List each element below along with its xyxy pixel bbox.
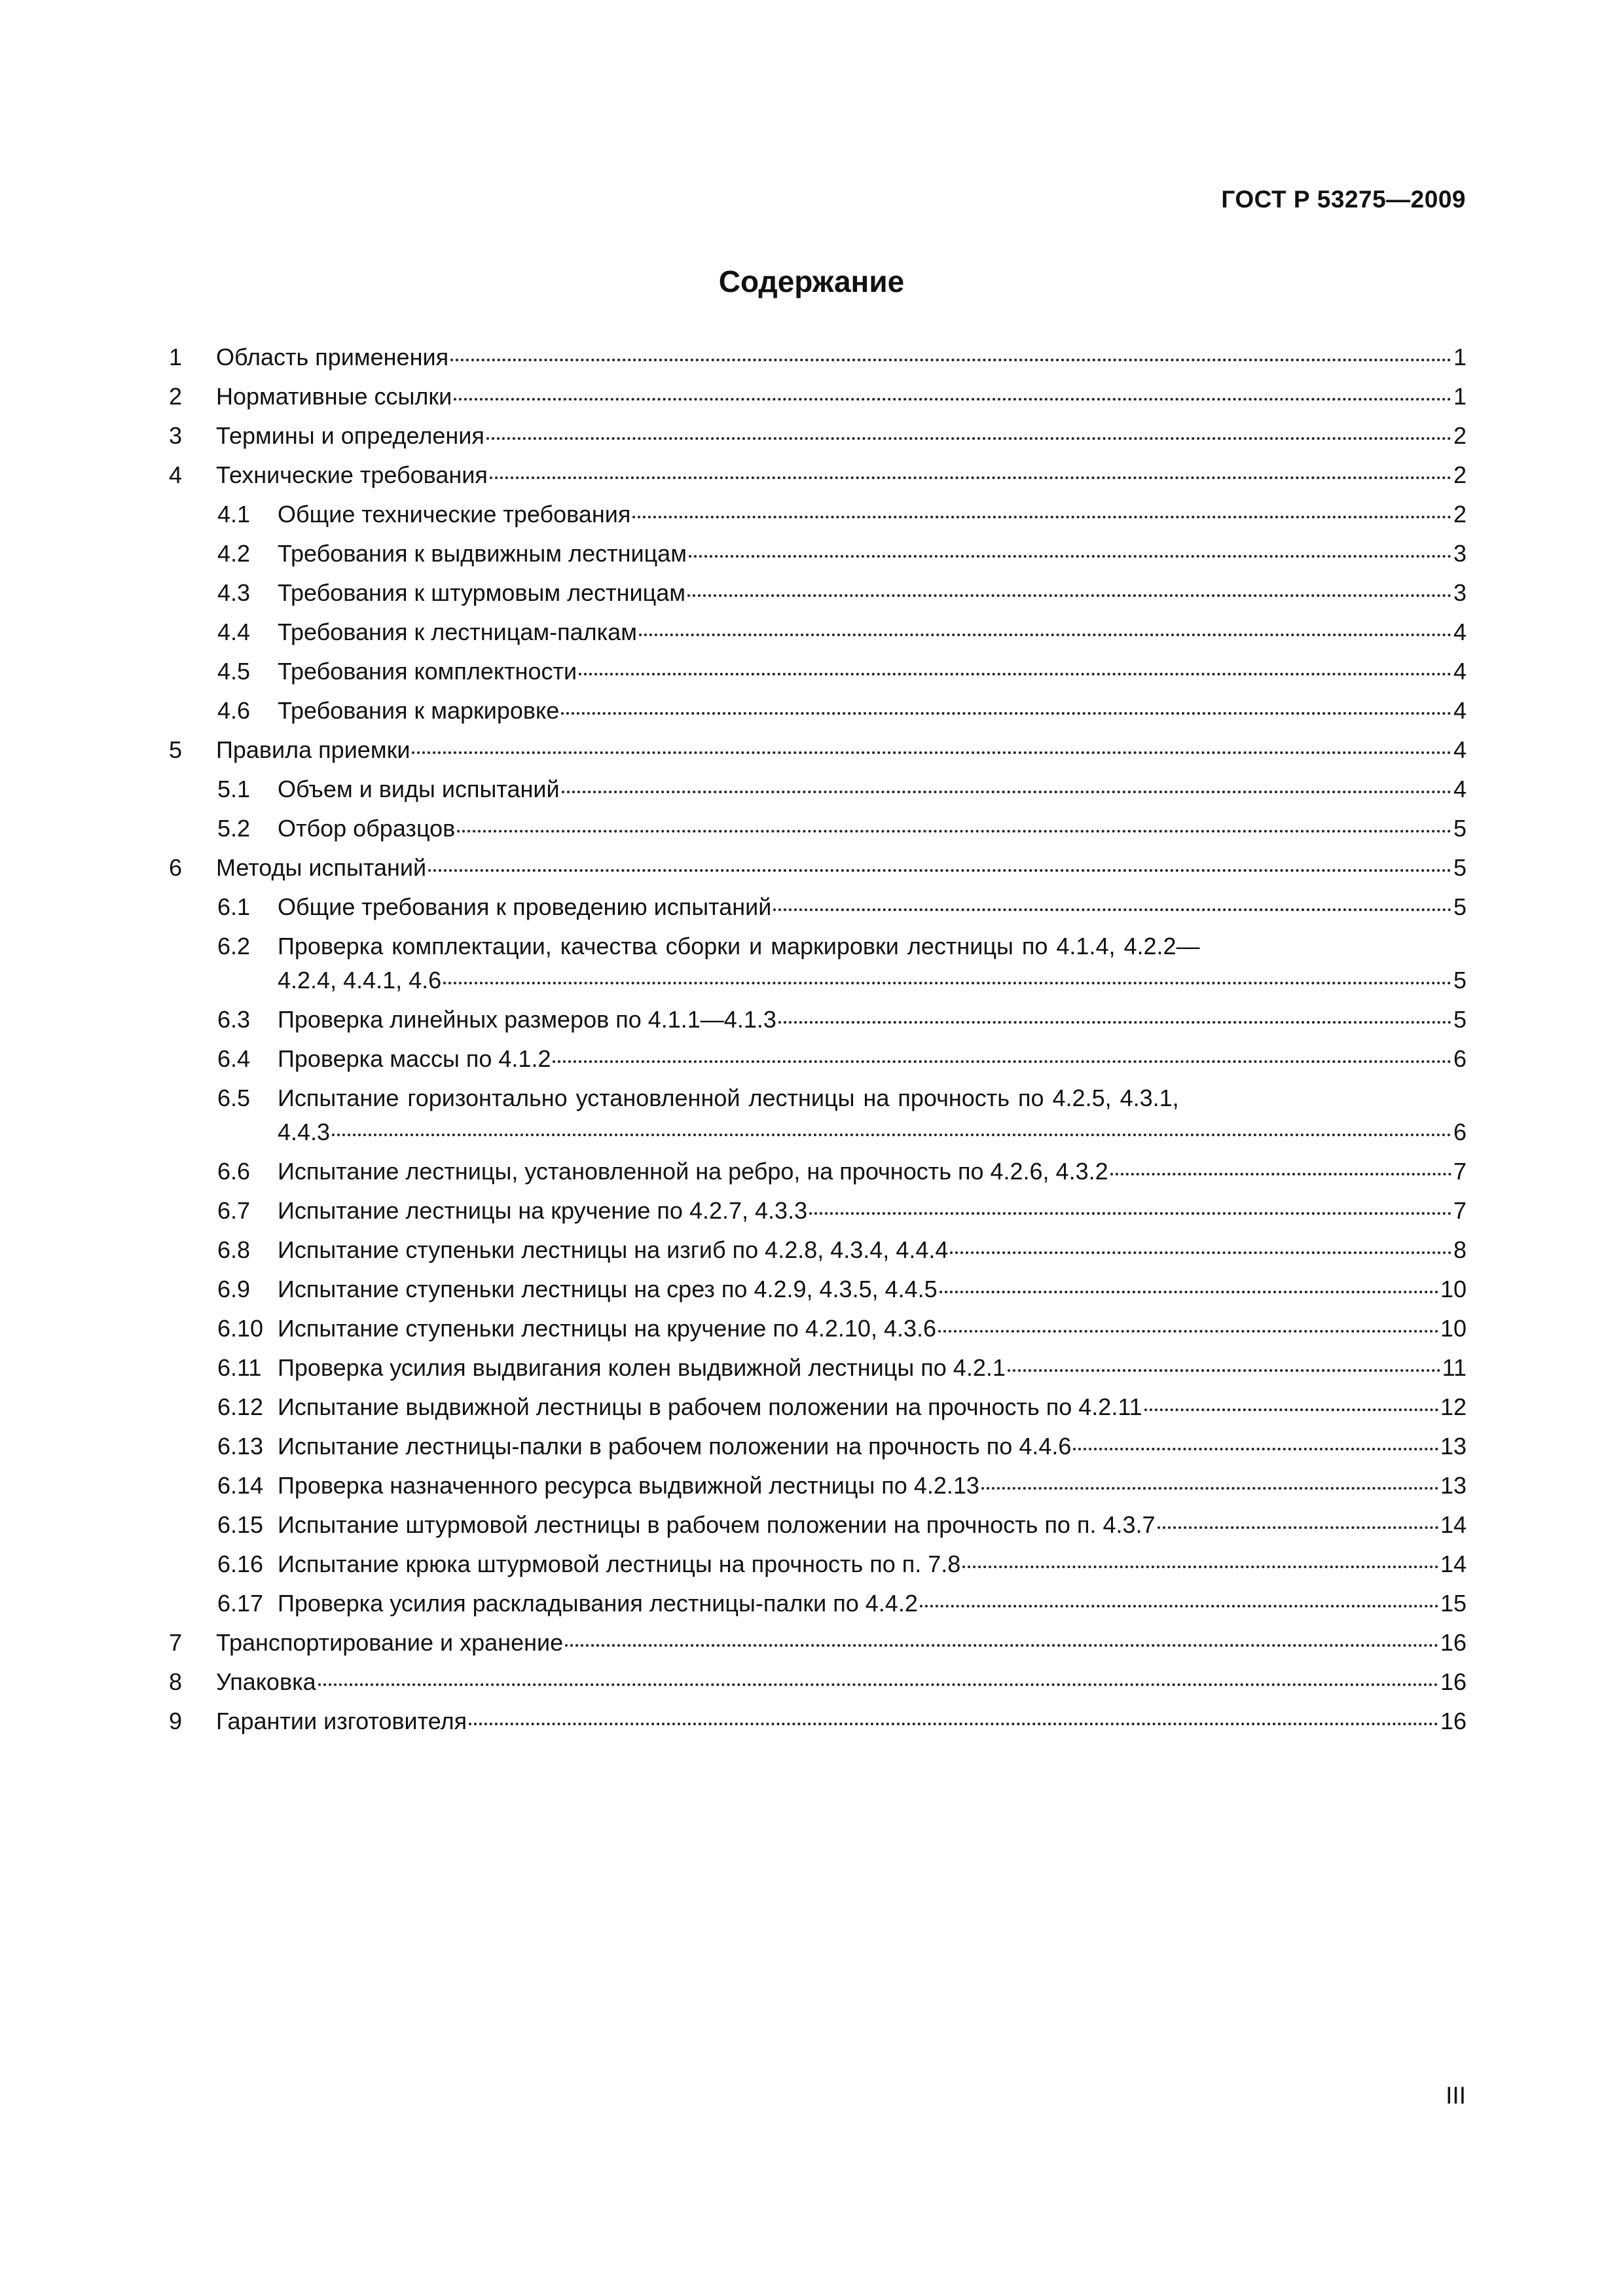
toc-entry[interactable] — [169, 730, 1467, 770]
toc-entry-title: Испытание горизонтально установленной лестницы на прочность по 4.2.5, 4.3.1, — [278, 1085, 1179, 1111]
toc-entry[interactable] — [169, 377, 1467, 416]
toc-entry-page: 5 — [1453, 854, 1467, 881]
toc-entry-page: 6 — [1453, 1119, 1467, 1145]
toc-entry-title: Испытание ступеньки лестницы на кручение по 4.2.10, 4.3.6 — [278, 1315, 937, 1342]
toc-entry-page: 16 — [1440, 1708, 1467, 1734]
toc-dot-leader — [332, 1134, 1451, 1136]
toc-entry-number: 7 — [169, 1629, 183, 1656]
document-code: ГОСТ Р 53275—2009 — [1221, 186, 1466, 213]
toc-entry-page: 12 — [1440, 1393, 1467, 1420]
toc-entry[interactable] — [169, 1079, 1467, 1152]
toc-entry-page: 5 — [1453, 815, 1467, 842]
toc-entry-page: 5 — [1453, 893, 1467, 920]
toc-entry[interactable] — [169, 495, 1467, 534]
toc-entry-page: 3 — [1453, 579, 1467, 606]
toc-entry-number: 6.7 — [217, 1197, 251, 1224]
toc-entry-page: 4 — [1453, 619, 1467, 645]
toc-entry[interactable] — [169, 1388, 1467, 1427]
toc-entry-title: Термины и определения — [216, 422, 484, 449]
toc-entry[interactable] — [169, 1309, 1467, 1348]
toc-entry-title: Испытание лестницы-палки в рабочем положении на прочность по 4.4.6 — [278, 1433, 1072, 1460]
toc-entry-title: Требования к лестницам-палкам — [278, 619, 637, 645]
toc-entry-number: 4.1 — [217, 501, 251, 528]
toc-entry-number: 6.11 — [217, 1354, 262, 1381]
toc-entry-title: Проверка линейных размеров по 4.1.1—4.1.3 — [278, 1006, 776, 1033]
toc-dot-leader — [561, 712, 1451, 715]
toc-entry-page: 2 — [1453, 501, 1467, 528]
toc-entry-page: 15 — [1440, 1590, 1467, 1617]
toc-entry-number: 4.2 — [217, 540, 251, 567]
toc-entry-title: Испытание ступеньки лестницы на изгиб по 4.2.8, 4.3.4, 4.4.4 — [278, 1236, 949, 1263]
toc-entry-number: 9 — [169, 1708, 183, 1734]
toc-dot-leader — [939, 1291, 1438, 1293]
toc-entry-number: 5 — [169, 736, 183, 763]
toc-entry[interactable] — [169, 770, 1467, 809]
toc-entry-title: Требования к штурмовым лестницам — [278, 579, 686, 606]
toc-entry-page: 7 — [1453, 1158, 1467, 1185]
toc-entry-title: Технические требования — [216, 461, 488, 488]
toc-entry-title: Испытание выдвижной лестницы в рабочем положении на прочность по 4.2.11 — [278, 1393, 1142, 1420]
toc-entry-title: Испытание лестницы, установленной на ребро, на прочность по 4.2.6, 4.3.2 — [278, 1158, 1108, 1185]
toc-entry[interactable] — [169, 1039, 1467, 1079]
toc-dot-leader — [639, 634, 1451, 636]
toc-entry[interactable] — [169, 338, 1467, 377]
toc-entry-number: 6.4 — [217, 1045, 251, 1072]
toc-dot-leader — [454, 398, 1451, 401]
toc-entry[interactable] — [169, 691, 1467, 730]
toc-entry-page: 2 — [1453, 461, 1467, 488]
toc-entry-title: Испытание штурмовой лестницы в рабочем положении на прочность по п. 4.3.7 — [278, 1511, 1156, 1538]
toc-dot-leader — [938, 1330, 1438, 1333]
toc-entry-page: 4 — [1453, 736, 1467, 763]
toc-entry-page: 4 — [1453, 658, 1467, 685]
toc-entry[interactable] — [169, 1505, 1467, 1545]
toc-title: Содержание — [718, 264, 905, 298]
toc-entry[interactable] — [169, 613, 1467, 652]
toc-entry-number: 4 — [169, 461, 183, 488]
toc-entry[interactable] — [169, 1348, 1467, 1388]
toc-entry-title: Испытание лестницы на кручение по 4.2.7, 4.3.3 — [278, 1197, 808, 1224]
toc-entry[interactable] — [169, 1000, 1467, 1039]
toc-entry-page: 6 — [1453, 1045, 1467, 1072]
toc-entry-number: 6.16 — [217, 1551, 264, 1577]
toc-dot-leader — [981, 1487, 1438, 1490]
toc-entry-title: Проверка комплектации, качества сборки и маркировки лестницы по 4.1.4, 4.2.2— — [278, 933, 1200, 960]
toc-entry-number: 5.2 — [217, 815, 251, 842]
toc-dot-leader — [579, 673, 1451, 675]
toc-entry-page: 3 — [1453, 540, 1467, 567]
toc-dot-leader — [490, 476, 1451, 479]
toc-entry-title: Общие требования к проведению испытаний — [278, 893, 772, 920]
toc-entry-page: 4 — [1453, 697, 1467, 724]
toc-entry-title-continuation: 4.2.4, 4.4.1, 4.6 — [278, 967, 442, 994]
toc-dot-leader — [457, 830, 1451, 833]
toc-entry[interactable] — [169, 1427, 1467, 1466]
toc-entry-title: Упаковка — [216, 1668, 316, 1695]
toc-entry-page: 4 — [1453, 776, 1467, 802]
toc-entry[interactable] — [169, 1270, 1467, 1309]
toc-entry-page: 5 — [1453, 1006, 1467, 1033]
toc-entry-title: Методы испытаний — [216, 854, 427, 881]
toc-entry-number: 2 — [169, 383, 183, 410]
toc-dot-leader — [486, 437, 1451, 440]
toc-dot-leader — [778, 1021, 1451, 1024]
toc-entry-number: 6.12 — [217, 1393, 264, 1420]
toc-dot-leader — [428, 869, 1451, 872]
toc-dot-leader — [1110, 1173, 1451, 1175]
toc-entry-page: 5 — [1453, 967, 1467, 994]
toc-entry-page: 1 — [1453, 383, 1467, 410]
toc-entry[interactable] — [169, 927, 1467, 1000]
toc-entry[interactable] — [169, 1545, 1467, 1584]
toc-entry-number: 6.17 — [217, 1590, 264, 1617]
toc-dot-leader — [1073, 1448, 1438, 1450]
toc-entry-number: 6.3 — [217, 1006, 251, 1033]
toc-entry-page: 16 — [1440, 1668, 1467, 1695]
toc-dot-leader — [565, 1644, 1438, 1647]
toc-entry[interactable] — [169, 1623, 1467, 1662]
toc-entry-number: 6.13 — [217, 1433, 264, 1460]
toc-entry-number: 8 — [169, 1668, 183, 1695]
toc-entry[interactable] — [169, 1152, 1467, 1191]
toc-entry-page: 11 — [1442, 1354, 1467, 1381]
toc-entry-title: Транспортирование и хранение — [216, 1629, 564, 1656]
toc-dot-leader — [632, 516, 1451, 518]
toc-entry-title: Проверка усилия выдвигания колен выдвижной лестницы по 4.2.1 — [278, 1354, 1006, 1381]
toc-entry-number: 6.8 — [217, 1236, 251, 1263]
toc-entry-page: 16 — [1440, 1629, 1467, 1656]
toc-entry-page: 13 — [1440, 1472, 1467, 1499]
toc-entry-title: Требования комплектности — [278, 658, 577, 685]
table-of-contents — [169, 338, 1467, 1741]
toc-entry-title: Правила приемки — [216, 736, 410, 763]
toc-entry[interactable] — [169, 534, 1467, 573]
toc-entry[interactable] — [169, 1466, 1467, 1505]
toc-entry-page: 8 — [1453, 1236, 1467, 1263]
toc-entry-title: Проверка назначенного ресурса выдвижной лестницы по 4.2.13 — [278, 1472, 979, 1499]
page-number: III — [1446, 2082, 1466, 2109]
toc-entry[interactable] — [169, 652, 1467, 691]
toc-entry-page: 1 — [1453, 344, 1467, 370]
toc-entry-page: 13 — [1440, 1433, 1467, 1460]
toc-entry-title: Требования к маркировке — [278, 697, 560, 724]
toc-dot-leader — [318, 1683, 1438, 1686]
toc-entry-title: Общие технические требования — [278, 501, 631, 528]
toc-entry[interactable] — [169, 809, 1467, 848]
toc-entry-page: 14 — [1440, 1511, 1467, 1538]
toc-dot-leader — [950, 1251, 1451, 1254]
toc-dot-leader — [809, 1212, 1451, 1215]
toc-entry-number: 6.9 — [217, 1276, 251, 1302]
toc-entry[interactable] — [169, 1191, 1467, 1230]
toc-entry-title-continuation: 4.4.3 — [278, 1119, 331, 1145]
toc-entry-number: 4.5 — [217, 658, 251, 685]
toc-entry[interactable] — [169, 1702, 1467, 1741]
toc-entry-title: Объем и виды испытаний — [278, 776, 560, 802]
toc-entry-page: 7 — [1453, 1197, 1467, 1224]
toc-entry-number: 6.14 — [217, 1472, 264, 1499]
toc-dot-leader — [412, 751, 1451, 754]
toc-dot-leader — [773, 908, 1451, 911]
toc-entry[interactable] — [169, 848, 1467, 888]
toc-entry-title: Требования к выдвижным лестницам — [278, 540, 687, 567]
toc-entry-number: 6.1 — [217, 893, 251, 920]
toc-dot-leader — [443, 982, 1451, 984]
toc-entry-number: 3 — [169, 422, 183, 449]
toc-entry[interactable] — [169, 456, 1467, 495]
toc-entry-number: 6.2 — [217, 933, 251, 960]
toc-entry-page: 2 — [1453, 422, 1467, 449]
toc-dot-leader — [1008, 1369, 1440, 1372]
toc-entry-number: 5.1 — [217, 776, 251, 802]
toc-entry-page: 14 — [1440, 1551, 1467, 1577]
toc-entry-number: 4.4 — [217, 619, 251, 645]
toc-entry-title: Испытание крюка штурмовой лестницы на прочность по п. 7.8 — [278, 1551, 961, 1577]
toc-dot-leader — [962, 1566, 1438, 1568]
toc-entry-number: 6.15 — [217, 1511, 264, 1538]
toc-dot-leader — [920, 1605, 1438, 1607]
toc-entry-page: 10 — [1440, 1276, 1467, 1302]
toc-dot-leader — [450, 359, 1451, 361]
toc-entry-title: Испытание ступеньки лестницы на срез по 4.2.9, 4.3.5, 4.4.5 — [278, 1276, 938, 1302]
toc-dot-leader — [687, 594, 1451, 597]
toc-entry-title: Отбор образцов — [278, 815, 456, 842]
toc-entry[interactable] — [169, 1662, 1467, 1702]
toc-dot-leader — [1158, 1526, 1438, 1529]
toc-entry-number: 4.3 — [217, 579, 251, 606]
toc-entry-number: 6.6 — [217, 1158, 251, 1185]
toc-entry-number: 1 — [169, 344, 183, 370]
toc-entry-title: Область применения — [216, 344, 449, 370]
toc-entry[interactable] — [169, 416, 1467, 456]
toc-entry-number: 6.5 — [217, 1085, 251, 1111]
toc-dot-leader — [553, 1060, 1451, 1063]
toc-dot-leader — [469, 1723, 1438, 1725]
toc-entry-number: 4.6 — [217, 697, 251, 724]
toc-entry-number: 6 — [169, 854, 183, 881]
toc-entry-page: 10 — [1440, 1315, 1467, 1342]
toc-dot-leader — [689, 555, 1451, 558]
toc-entry-title: Проверка массы по 4.1.2 — [278, 1045, 551, 1072]
toc-entry-title: Нормативные ссылки — [216, 383, 452, 410]
toc-entry[interactable] — [169, 888, 1467, 927]
toc-entry[interactable] — [169, 573, 1467, 613]
toc-entry-title: Проверка усилия раскладывания лестницы-палки по 4.4.2 — [278, 1590, 918, 1617]
toc-entry[interactable] — [169, 1584, 1467, 1623]
toc-dot-leader — [1144, 1408, 1438, 1411]
toc-entry-title: Гарантии изготовителя — [216, 1708, 467, 1734]
toc-entry-number: 6.10 — [217, 1315, 264, 1342]
toc-entry[interactable] — [169, 1230, 1467, 1270]
toc-dot-leader — [562, 791, 1451, 793]
